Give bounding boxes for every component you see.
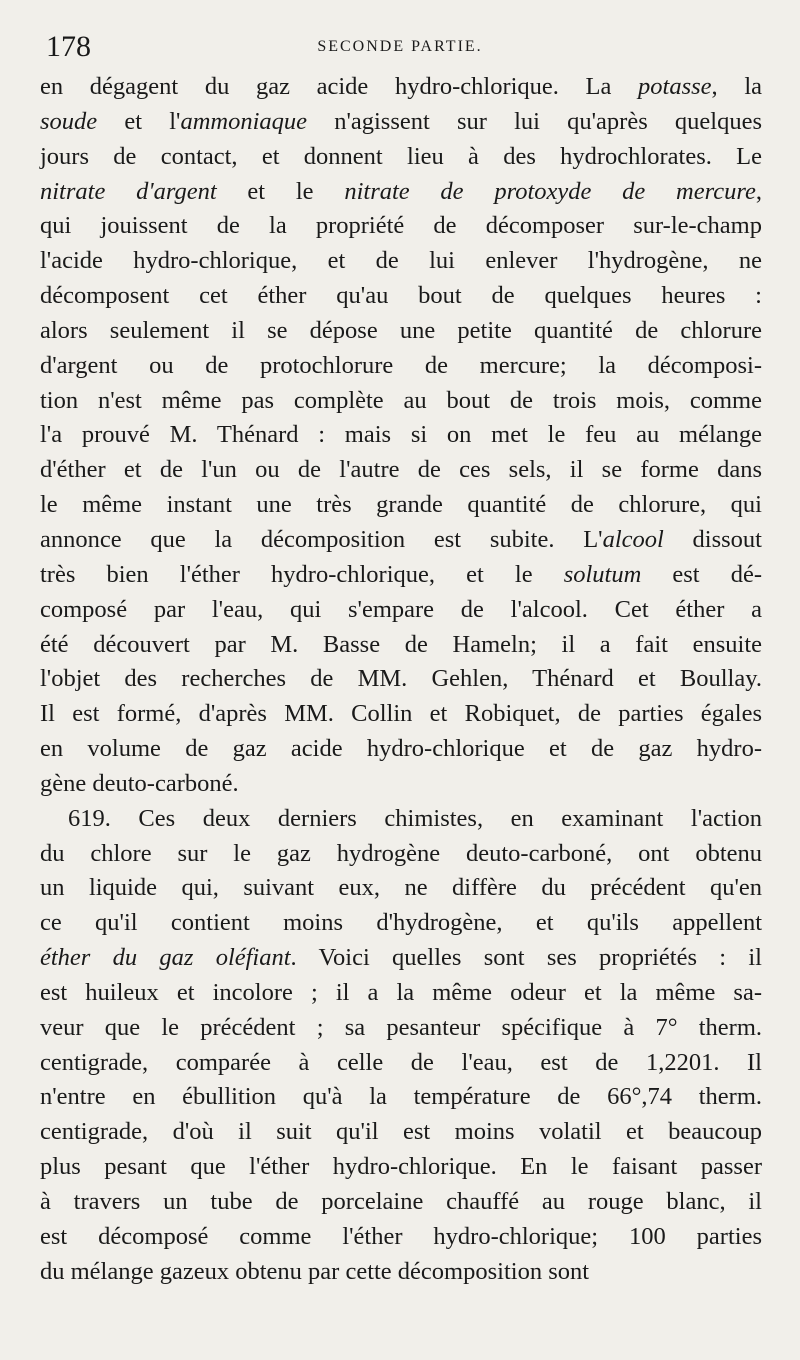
text-run: du mélange gazeux obtenu par cette décomposition sont	[40, 1257, 590, 1285]
text-line	[40, 1220, 762, 1255]
text-run: en volume de gaz acide hydro-chlorique et de gaz hydro-	[40, 735, 762, 763]
italic-run: potasse	[638, 73, 712, 100]
page-number: 178	[46, 30, 91, 63]
text-run: gène deuto-carboné.	[40, 769, 239, 797]
text-run: plus pesant que l'éther hydro-chlorique. En le faisant passer	[40, 1153, 762, 1181]
text-run: centigrade, comparée à celle de l'eau, est de 1,2201. Il	[40, 1048, 762, 1076]
text-line	[40, 697, 762, 732]
text-line	[40, 906, 762, 941]
text-run: . Voici quelles sont ses propriétés : il	[290, 944, 762, 972]
text-line	[40, 941, 762, 976]
text-run: qui jouissent de la propriété de décomposer sur-le-champ	[40, 212, 762, 240]
text-line	[40, 1046, 762, 1081]
text-line	[40, 70, 762, 105]
text-run: ,	[755, 177, 762, 205]
text-run: l'objet des recherches de MM. Gehlen, Thénard et Boullay.	[40, 665, 762, 693]
text-run: l'a prouvé M. Thénard : mais si on met le feu au mélange	[40, 421, 762, 449]
text-run: décomposent cet éther qu'au bout de quelques heures :	[40, 282, 762, 310]
text-run: jours de contact, et donnent lieu à des hydrochlorates. Le	[40, 142, 762, 170]
text-line	[40, 593, 762, 628]
text-run: en dégagent du gaz acide hydro-chlorique. La	[40, 73, 639, 100]
text-run: est décomposé comme l'éther hydro-chlorique; 100 parties	[40, 1222, 762, 1250]
text-line	[40, 279, 762, 314]
text-run: ce qu'il contient moins d'hydrogène, et qu'ils appellent	[40, 909, 762, 937]
italic-run: solutum	[563, 560, 642, 588]
text-run: à travers un tube de porcelaine chauffé au rouge blanc, il	[40, 1188, 762, 1215]
text-line	[40, 662, 762, 697]
text-run: Il est formé, d'après MM. Collin et Robiquet, de parties égales	[40, 700, 762, 728]
italic-run: soude	[40, 107, 98, 135]
text-line	[40, 558, 762, 593]
text-run: , la	[711, 73, 762, 100]
text-line	[40, 349, 762, 384]
text-line	[40, 1011, 762, 1046]
text-line	[40, 628, 762, 663]
text-run: veur que le précédent ; sa pesanteur spécifique à 7° therm.	[40, 1013, 762, 1041]
text-run: tion n'est même pas complète au bout de trois mois, comme	[40, 386, 762, 414]
text-run: le même instant une très grande quantité de chlorure, qui	[40, 491, 762, 519]
text-run: 619. Ces deux derniers chimistes, en examinant l'action	[68, 804, 762, 832]
text-line	[40, 1115, 762, 1150]
text-run: centigrade, d'où il suit qu'il est moins volatil et beaucoup	[40, 1118, 762, 1146]
page-header	[40, 28, 760, 68]
text-run: annonce que la décomposition est subite. L'	[40, 525, 603, 553]
italic-run: ammoniaque	[180, 107, 308, 135]
text-run: alors seulement il se dépose une petite quantité de chlorure	[40, 316, 762, 344]
text-run: et le	[216, 177, 345, 205]
text-line	[40, 488, 762, 523]
text-line	[40, 314, 762, 349]
text-line	[40, 802, 762, 837]
italic-run: alcool	[602, 525, 664, 553]
text-line	[40, 976, 762, 1011]
italic-run: nitrate d'argent	[40, 177, 217, 205]
text-run: un liquide qui, suivant eux, ne diffère du précédent qu'en	[40, 874, 762, 902]
text-line	[40, 105, 762, 140]
body-text	[40, 70, 762, 1290]
text-run: très bien l'éther hydro-chlorique, et le	[40, 560, 564, 588]
running-head: SECONDE PARTIE.	[317, 38, 483, 55]
text-line	[40, 384, 762, 419]
text-run: n'agissent sur lui qu'après quelques	[307, 107, 762, 135]
text-run: d'éther et de l'un ou de l'autre de ces sels, il se forme dans	[40, 456, 762, 484]
text-run: composé par l'eau, qui s'empare de l'alcool. Cet éther a	[40, 595, 762, 623]
text-line	[40, 1080, 762, 1115]
text-line	[40, 418, 762, 453]
text-run: et l'	[97, 107, 181, 135]
italic-run: éther du gaz oléfiant	[40, 944, 291, 972]
text-line	[40, 837, 762, 872]
text-run: du chlore sur le gaz hydrogène deuto-carboné, ont obtenu	[40, 839, 762, 867]
text-line	[40, 732, 762, 767]
text-line	[40, 209, 762, 244]
text-run: d'argent ou de protochlorure de mercure; la décomposi-	[40, 351, 762, 379]
text-run: est dé-	[641, 560, 762, 588]
text-run: dissout	[663, 525, 762, 553]
italic-run: nitrate de protoxyde de mercure	[344, 177, 756, 205]
text-line	[40, 871, 762, 906]
text-line	[40, 244, 762, 279]
text-run: n'entre en ébullition qu'à la température de 66°,74 therm.	[40, 1083, 762, 1111]
text-line	[40, 1255, 762, 1290]
text-run: est huileux et incolore ; il a la même odeur et la même sa-	[40, 978, 762, 1006]
text-line	[40, 1185, 762, 1220]
text-line	[40, 1150, 762, 1185]
text-line	[40, 140, 762, 175]
text-run: été découvert par M. Basse de Hameln; il a fait ensuite	[40, 630, 762, 658]
text-line	[40, 175, 762, 210]
text-line	[40, 453, 762, 488]
text-run: l'acide hydro-chlorique, et de lui enlever l'hydrogène, ne	[40, 247, 762, 275]
text-line	[40, 767, 762, 802]
text-line	[40, 523, 762, 558]
